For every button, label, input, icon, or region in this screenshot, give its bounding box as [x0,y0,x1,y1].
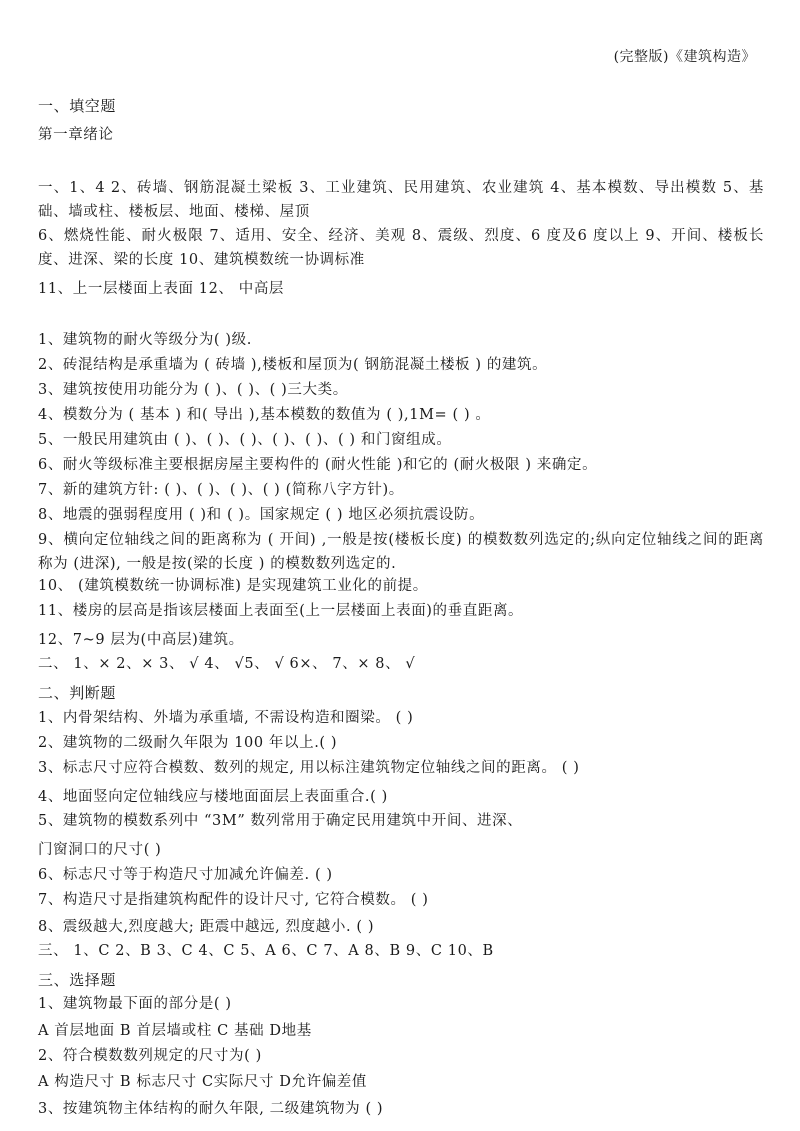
text-line: 6、耐火等级标准主要根据房屋主要构件的 (耐火性能 )和它的 (耐火极限 ) 来确定。 [38,457,598,473]
text-line: 5、一般民用建筑由 ( )、( )、( )、( )、( )、( ) 和门窗组成。 [38,432,452,448]
text-line: 1、建筑物的耐火等级分为( )级. [38,332,252,348]
text-line: 8、地震的强弱程度用 ( )和 ( )。国家规定 ( ) 地区必须抗震设防。 [38,507,485,523]
text-line: 2、砖混结构是承重墙为 ( 砖墙 ),楼板和屋顶为( 钢筋混凝土楼板 ) 的建筑。 [38,357,548,373]
text-line: 3、按建筑物主体结构的耐久年限, 二级建筑物为 ( ) [38,1101,384,1117]
text-line: 12、7~9 层为(中高层)建筑。 [38,632,244,648]
text-line: 第一章绪论 [38,127,114,143]
text-line: 6、燃烧性能、耐火极限 7、适用、安全、经济、美观 8、震级、烈度、6 度及6 度以上 9、开间、楼板长度、进深、梁的长度 10、建筑模数统一协调标准 [38,228,764,268]
text-line: 二、 1、× 2、× 3、 √ 4、 √5、 √ 6×、 7、× 8、 √ [38,656,416,672]
text-line: 4、地面竖向定位轴线应与楼地面面层上表面重合.( ) [38,789,388,805]
text-line: 7、构造尺寸是指建筑构配件的设计尺寸, 它符合模数。 ( ) [38,892,429,908]
text-line: 一、填空题 [38,97,117,115]
text-line: 10、 (建筑模数统一协调标准) 是实现建筑工业化的前提。 [38,578,428,594]
text-line: 门窗洞口的尺寸( ) [38,842,162,858]
text-line: 4、模数分为 ( 基本 ) 和( 导出 ),基本模数的数值为 ( ),1M= ( ) 。 [38,407,491,423]
text-line: 6、标志尺寸等于构造尺寸加减允许偏差. ( ) [38,867,333,883]
text-line: 5、建筑物的模数系列中 “3M” 数列常用于确定民用建筑中开间、进深、 [38,813,523,829]
text-line: 3、标志尺寸应符合模数、数列的规定, 用以标注建筑物定位轴线之间的距离。 ( ) [38,760,580,776]
text-line: 8、震级越大,烈度越大; 距震中越远, 烈度越小. ( ) [38,919,375,935]
text-line: 2、符合模数数列规定的尺寸为( ) [38,1048,262,1064]
text-line: 7、新的建筑方针: ( )、( )、( )、( ) (简称八字方针)。 [38,482,404,498]
text-line: 三、选择题 [38,971,117,989]
text-line: 二、判断题 [38,684,117,702]
text-line: A 构造尺寸 B 标志尺寸 C实际尺寸 D允许偏差值 [38,1074,367,1090]
text-line: 2、建筑物的二级耐久年限为 100 年以上.( ) [38,735,338,751]
text-line: 1、内骨架结构、外墙为承重墙, 不需设构造和圈梁。 ( ) [38,710,414,726]
text-line: 9、横向定位轴线之间的距离称为 ( 开间) ,一般是按(楼板长度) 的模数数列选定的;纵向定位轴线之间的距离称为 (进深), 一般是按(梁的长度 ) 的模数数列选定的. [38,532,764,572]
page-header: (完整版)《建筑构造》 [613,49,756,65]
text-line: 11、上一层楼面上表面 12、 中高层 [38,281,285,297]
text-line: 三、 1、C 2、B 3、C 4、C 5、A 6、C 7、A 8、B 9、C 10、B [38,943,494,959]
text-line: 11、楼房的层高是指该层楼面上表面至(上一层楼面上表面)的垂直距离。 [38,603,524,619]
text-line: A 首层地面 B 首层墙或柱 C 基础 D地基 [38,1023,312,1039]
text-line: 1、建筑物最下面的部分是( ) [38,996,232,1012]
text-line: 3、建筑按使用功能分为 ( )、( )、( )三大类。 [38,382,348,398]
text-line: 一、1、4 2、砖墙、钢筋混凝土梁板 3、工业建筑、民用建筑、农业建筑 4、基本模数、导出模数 5、基础、墙或柱、楼板层、地面、楼梯、屋顶 [38,180,764,220]
